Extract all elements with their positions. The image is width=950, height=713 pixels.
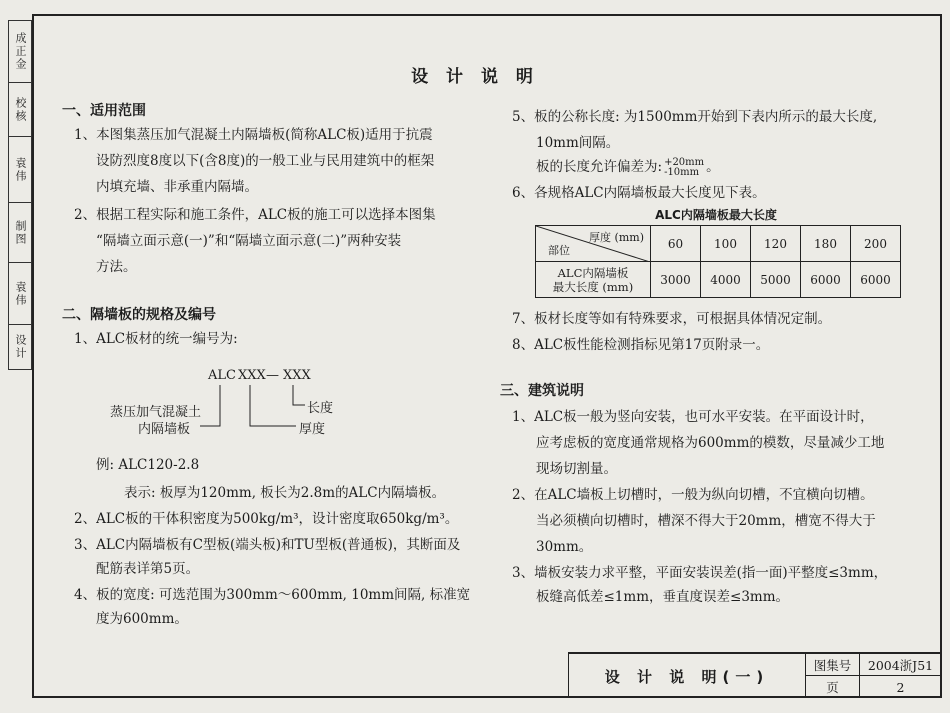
code-thickness-label: 厚度 (299, 422, 326, 437)
title-block-name: 设 计 说 明(一) (604, 667, 770, 686)
table-row-label (536, 262, 651, 298)
tolerance-fraction (664, 158, 704, 178)
table-cell-length: 6000 (801, 262, 851, 298)
table-row-thickness (536, 226, 901, 262)
para-performance: 8、ALC板性能检测指标见第17页附录一。 (512, 337, 770, 353)
code-dash: — (266, 368, 279, 383)
sidebar-cell-reviewer: 袁伟 (9, 137, 31, 203)
para-scope-2-line1: 2、根据工程实际和施工条件，ALC板的施工可以选择本图集 (74, 207, 436, 223)
table-header-thickness: 100 (701, 226, 751, 262)
para-arch-1-line2: 应考虑板的宽度通常规格为600mm的模数，尽量减少工地 (536, 435, 885, 451)
para-arch-1-line1: 1、ALC板一般为竖向安装，也可水平安装。在平面设计时， (512, 409, 874, 425)
row-label-line1: ALC内隔墙板 (557, 265, 629, 280)
para-spec-2: 2、ALC板的干体积密度为500kg/m³，设计密度取650kg/m³。 (74, 511, 459, 527)
para-custom-length: 7、板材长度等如有特殊要求，可根据具体情况定制。 (512, 311, 832, 327)
row-label-line2: 最大长度 (mm) (552, 279, 634, 294)
para-length-tolerance (536, 154, 720, 180)
title-block (568, 652, 942, 698)
para-arch-1-line3: 现场切割量。 (536, 461, 617, 477)
table-header-thickness: 60 (651, 226, 701, 262)
code-prefix: ALC (208, 368, 236, 383)
para-length-5-line2: 10mm间隔。 (536, 135, 620, 151)
code-name-line1: 蒸压加气混凝土 (110, 405, 202, 420)
table-header-thickness: 120 (751, 226, 801, 262)
para-length-5-line1: 5、板的公称长度: 为1500mm开始到下表内所示的最大长度, (512, 109, 878, 125)
para-spec-4-line2: 度为600mm。 (96, 611, 188, 627)
table-cell-length: 6000 (851, 262, 901, 298)
para-spec-3-line1: 3、ALC内隔墙板有C型板(端头板)和TU型板(普通板)，其断面及 (74, 537, 461, 553)
page-number-label: 页 (805, 676, 859, 698)
para-arch-2-line2: 当必须横向切槽时，槽深不得大于20mm，槽宽不得大于 (536, 513, 876, 529)
para-table-intro: 6、各规格ALC内隔墙板最大长度见下表。 (512, 185, 766, 201)
sidebar-cell-design-label: 设计 (14, 334, 27, 360)
example-code: 例: ALC120-2.8 (96, 457, 200, 473)
tolerance-upper: +20mm (664, 156, 705, 168)
code-name-line2: 内隔墙板 (138, 422, 191, 437)
example-description: 表示: 板厚为120mm, 板长为2.8m的ALC内隔墙板。 (124, 485, 446, 501)
para-scope-2-line3: 方法。 (96, 259, 137, 275)
tolerance-end: 。 (706, 159, 720, 175)
para-spec-1: 1、ALC板材的统一编号为: (74, 331, 238, 347)
code-length-label: 长度 (307, 401, 334, 416)
table-cell-length: 4000 (701, 262, 751, 298)
table-header-thickness: 200 (851, 226, 901, 262)
sidebar-cell-review-label: 校核 (9, 83, 31, 137)
para-scope-2-line2: “隔墙立面示意(一)”和“隔墙立面示意(二)”两种安装 (96, 233, 402, 249)
para-scope-1-line2: 设防烈度8度以下(含8度)的一般工业与民用建筑中的框架 (96, 153, 435, 169)
para-scope-1-line1: 1、本图集蒸压加气混凝土内隔墙板(简称ALC板)适用于抗震 (74, 127, 433, 143)
max-length-table (535, 225, 901, 298)
para-spec-4-line1: 4、板的宽度: 可选范围为300mm～600mm, 10mm间隔, 标准宽 (74, 587, 471, 603)
para-arch-2-line3: 30mm。 (536, 539, 593, 555)
section-heading-architecture: 三、建筑说明 (500, 383, 584, 399)
para-arch-3-line2: 板缝高低差≤1mm，垂直度误差≤3mm。 (536, 589, 790, 605)
sidebar-cell-draw-label: 制图 (9, 203, 31, 263)
section-heading-scope: 一、适用范围 (62, 103, 146, 119)
section-heading-spec: 二、隔墙板的规格及编号 (62, 307, 216, 323)
code-length-placeholder: XXX (283, 368, 311, 383)
table-cell-length: 5000 (751, 262, 801, 298)
code-thickness-placeholder: XXX (238, 368, 266, 383)
table-header-thickness: 180 (801, 226, 851, 262)
para-arch-2-line1: 2、在ALC墙板上切槽时，一般为纵向切槽，不宜横向切槽。 (512, 487, 874, 503)
atlas-number-value: 2004浙J51 (859, 654, 941, 676)
sidebar-cell-drafter: 袁伟 (9, 263, 31, 325)
corner-part-label: 部位 (548, 244, 570, 257)
page-number-value: 2 (859, 676, 941, 698)
tolerance-lower: -10mm (664, 166, 700, 178)
sidebar-cell-approver: 成正金 (9, 21, 31, 83)
para-scope-1-line3: 内填充墙、非承重内隔墙。 (96, 179, 258, 195)
table-cell-length: 3000 (651, 262, 701, 298)
table-corner-cell (536, 226, 651, 262)
para-spec-3-line2: 配筋表详第5页。 (96, 561, 200, 577)
tolerance-label: 板的长度允许偏差为: (536, 159, 663, 175)
para-arch-3-line1: 3、墙板安装力求平整，平面安装误差(指一面)平整度≤3mm， (512, 565, 888, 581)
corner-thickness-label: 厚度 (mm) (589, 231, 644, 244)
atlas-number-label: 图集号 (805, 654, 859, 676)
table-caption: ALC内隔墙板最大长度 (655, 208, 777, 222)
table-row-max-length (536, 262, 901, 298)
page-title: 设 计 说 明 (411, 67, 539, 87)
